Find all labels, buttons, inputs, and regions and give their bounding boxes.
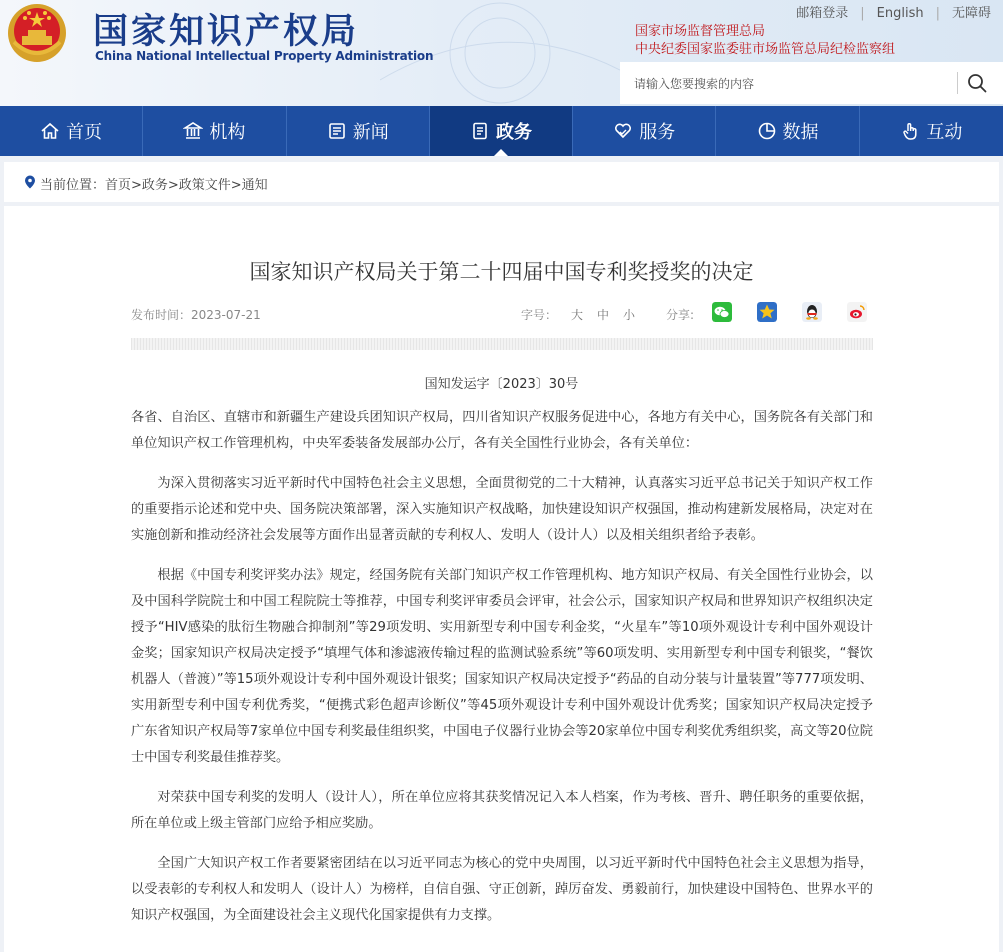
hand-pointer-icon (900, 121, 920, 141)
home-icon (40, 121, 60, 141)
weibo-icon[interactable] (847, 302, 867, 322)
nav-label: 首页 (66, 122, 103, 143)
font-size-control (521, 306, 635, 323)
accessibility-link[interactable]: 无障碍 (951, 6, 991, 21)
search-divider (957, 72, 958, 94)
nav-label: 新闻 (352, 122, 389, 143)
mail-login-link[interactable]: 邮箱登录 (796, 6, 849, 21)
nav-item-data[interactable] (716, 106, 859, 156)
article (4, 206, 999, 952)
discipline-inspection-link[interactable]: 中央纪委国家监委驻市场监管总局纪检监察组 (635, 42, 896, 57)
building-icon (183, 121, 203, 141)
site-name-en[interactable]: China National Intellectual Property Administration (95, 49, 434, 63)
nav-item-organization[interactable] (143, 106, 286, 156)
body-paragraph: 根据《中国专利奖评奖办法》规定，经国务院有关部门知识产权工作管理机构、地方知识产权局、有关全国性行业协会，以及中国科学院院士和中国工程院院士等推荐，中国专利奖评审委员会评审，社会公示，国家知识产权局和世界知识产权组织决定授予“HIV感染的肽衍生物融合抑制剂”等29项发明、实用新型专利中国专利金奖，“火星车”等10项外观设计专利中国外观设计金奖；国家知识产权局决定授予“填埋气体和渗滤液传输过程的监测试验系统”等60项发明、实用新型专利中国专利银奖，“餐饮机器人（普渡）”等15项外观设计专利中国外观设计银奖；国家知识产权局决定授予“药品的自动分装与计量装置”等777项发明、实用新型专利中国专利优秀奖，“便携式彩色超声诊断仪”等45项外观设计专利中国外观设计优秀奖；国家知识产权局决定授予广东省知识产权局等7家单位中国专利奖最佳组织奖，中国电子仪器行业协会等20家单位中国专利奖优秀组织奖，高文等20位院士中国专利奖最佳推荐奖。 (131, 568, 873, 765)
link-separator: | (860, 6, 865, 21)
nav-label: 服务 (639, 122, 676, 143)
nav-label: 政务 (495, 122, 532, 143)
english-link[interactable]: English (876, 6, 924, 21)
nav-label: 机构 (209, 122, 246, 143)
favorite-star-icon[interactable] (757, 302, 777, 322)
heart-hand-icon (613, 121, 633, 141)
nav-item-home[interactable] (0, 106, 143, 156)
font-size-large[interactable]: 大 (571, 308, 584, 322)
link-separator: | (935, 6, 940, 21)
title-divider (131, 338, 873, 350)
document-number: 国知发运字〔2023〕30号 (424, 377, 579, 392)
body-paragraph: 各省、自治区、直辖市和新疆生产建设兵团知识产权局，四川省知识产权服务促进中心，各地方有关中心，国务院各有关部门和单位知识产权工作管理机构，中央军委装备发展部办公厅，各有关全国性行业协会，各有关单位： (131, 410, 873, 451)
nav-item-services[interactable] (573, 106, 716, 156)
national-emblem-icon[interactable] (6, 2, 68, 64)
nav-item-news[interactable] (287, 106, 430, 156)
body-paragraph: 为深入贯彻落实习近平新时代中国特色社会主义思想，全面贯彻党的二十大精神，认真落实习近平总书记关于知识产权工作的重要指示论述和党中央、国务院决策部署，深入实施知识产权战略，加快建设知识产权强国，推动构建新发展格局，决定对在实施创新和推动经济社会发展等方面作出显著贡献的专利权人、发明人（设计人）以及相关组织者给予表彰。 (131, 476, 873, 543)
article-body (131, 405, 873, 943)
search-icon[interactable] (966, 72, 988, 94)
site-header (0, 0, 1003, 106)
wechat-icon[interactable] (712, 302, 732, 322)
nav-label: 数据 (782, 122, 819, 143)
qq-icon[interactable] (802, 302, 822, 322)
breadcrumb-text[interactable]: 当前位置：首页>政务>政策文件>通知 (40, 178, 268, 193)
share-bar (666, 306, 694, 323)
font-size-small[interactable]: 小 (623, 308, 636, 322)
article-meta (131, 306, 873, 326)
article-title: 国家知识产权局关于第二十四届中国专利奖授奖的决定 (249, 260, 754, 284)
pie-chart-icon (757, 121, 777, 141)
body-paragraph: 全国广大知识产权工作者要紧密团结在以习近平同志为核心的党中央周围，以习近平新时代中国特色社会主义思想为指导，以受表彰的专利权人和发明人（设计人）为榜样，自信自强、守正创新，踔厉奋发、勇毅前行，加快建设中国特色、世界水平的知识产权强国，为全面建设社会主义现代化国家提供有力支撑。 (131, 856, 873, 923)
document-icon (470, 121, 490, 141)
breadcrumb (4, 162, 999, 202)
samr-link[interactable]: 国家市场监督管理总局 (635, 24, 766, 39)
location-pin-icon (24, 175, 36, 189)
news-icon (327, 121, 347, 141)
font-size-label: 字号： (521, 308, 558, 322)
search-box (620, 62, 1003, 104)
publish-date: 发布时间：2023-07-21 (131, 308, 261, 322)
nav-label: 互动 (926, 122, 963, 143)
nav-item-government-affairs[interactable] (430, 106, 573, 156)
main-nav (0, 106, 1003, 156)
nav-item-interaction[interactable] (860, 106, 1003, 156)
site-name-cn[interactable]: 国家知识产权局 (93, 12, 360, 52)
font-size-medium[interactable]: 中 (597, 308, 610, 322)
search-input[interactable] (634, 74, 934, 94)
top-links (784, 2, 1003, 21)
share-label: 分享: (666, 308, 695, 322)
body-paragraph: 对荣获中国专利奖的发明人（设计人），所在单位应将其获奖情况记入本人档案，作为考核、晋升、聘任职务的重要依据，所在单位或上级主管部门应给予相应奖励。 (131, 790, 873, 831)
